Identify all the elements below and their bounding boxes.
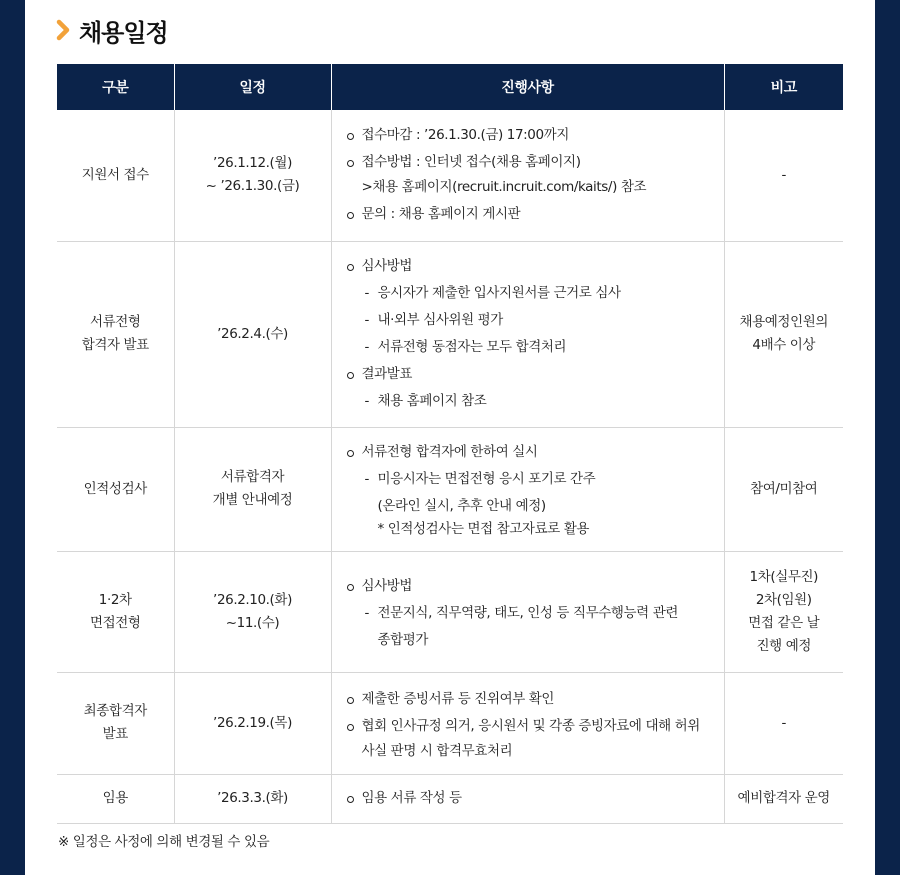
bullet-item: 문의 : 채용 홈페이지 게시판: [346, 203, 714, 226]
remark-cell: [724, 110, 843, 241]
remark-text: 채용예정인원의: [739, 314, 828, 330]
category-text: 1·2차: [98, 591, 132, 608]
schedule-text: ’26.2.10.(화): [213, 591, 292, 608]
content-panel: [25, 0, 875, 875]
table-header-row: [57, 64, 843, 110]
schedule-text: 서류합격자: [220, 469, 285, 485]
category-cell: [57, 110, 174, 241]
schedule-cell: [174, 110, 331, 241]
schedule-text: ’26.2.19.(목): [213, 714, 292, 731]
bullet-item: 심사방법: [346, 255, 714, 278]
category-cell: [57, 672, 174, 774]
remark-text: 4배수 이상: [752, 337, 816, 353]
table-row: [57, 427, 843, 551]
remark-cell: [724, 672, 843, 774]
remark-cell: [724, 427, 843, 551]
bullet-item: 심사방법: [346, 575, 714, 598]
page-title: 채용일정: [79, 18, 168, 47]
progress-cell: [331, 672, 724, 774]
section-heading: [55, 12, 168, 48]
table-row: [57, 110, 843, 241]
schedule-cell: [174, 774, 331, 823]
schedule-text: ~11.(수): [225, 614, 280, 631]
bullet-item: 협회 인사규정 의거, 응시원서 및 각종 증빙자료에 대해 허위: [346, 715, 714, 738]
schedule-cell: [174, 427, 331, 551]
remark-text: 예비합격자 운영: [737, 790, 830, 806]
table-row: [57, 774, 843, 823]
progress-cell: [331, 774, 724, 823]
table-row: [57, 551, 843, 672]
remark-text: 진행 예정: [756, 637, 811, 654]
bullet-item: 접수방법 : 인터넷 접수(채용 홈페이지): [346, 151, 714, 174]
schedule-cell: [174, 551, 331, 672]
remark-cell: [724, 241, 843, 427]
header-category: 구분: [57, 64, 174, 110]
dash-continuation: (온라인 실시, 추후 안내 예정): [377, 498, 546, 514]
bullet-item: 제출한 증빙서류 등 진위여부 확인: [346, 688, 714, 711]
category-text: 임용: [102, 790, 128, 806]
table-row: [57, 241, 843, 427]
schedule-table: [57, 64, 843, 824]
progress-cell: [331, 551, 724, 672]
remark-cell: [724, 774, 843, 823]
bullet-item: 접수마감 : ’26.1.30.(금) 17:00까지: [346, 124, 714, 147]
dash-item: - 내·외부 심사위원 평가: [346, 309, 714, 332]
dash-continuation: 종합평가: [377, 632, 429, 648]
bullet-item: 결과발표: [346, 363, 714, 386]
category-cell: [57, 241, 174, 427]
header-schedule: 일정: [174, 64, 331, 110]
remark-text: -: [781, 714, 786, 731]
header-progress: 진행사항: [331, 64, 724, 110]
schedule-text: 개별 안내예정: [212, 492, 293, 508]
dash-item: - 전문지식, 직무역량, 태도, 인성 등 직무수행능력 관련: [346, 602, 714, 625]
dash-item: - 응시자가 제출한 입사지원서를 근거로 심사: [346, 282, 714, 305]
bullet-continuation: >채용 홈페이지(recruit.incruit.com/kaits/) 참조: [361, 179, 647, 196]
progress-cell: [331, 110, 724, 241]
dash-item: - 미응시자는 면접전형 응시 포기로 간주: [346, 468, 714, 491]
schedule-cell: [174, 672, 331, 774]
progress-cell: [331, 427, 724, 551]
table-row: [57, 672, 843, 774]
footnote: ※ 일정은 사정에 의해 변경될 수 있음: [58, 834, 270, 850]
category-cell: [57, 551, 174, 672]
schedule-cell: [174, 241, 331, 427]
category-cell: [57, 774, 174, 823]
remark-cell: [724, 551, 843, 672]
remark-text: 2차(임원): [755, 591, 812, 608]
dash-item: - 서류전형 동점자는 모두 합격처리: [346, 336, 714, 359]
schedule-text: ’26.2.4.(수): [217, 325, 288, 342]
category-text: 면접전형: [89, 614, 141, 631]
remark-text: 1차(실무진): [749, 568, 818, 585]
bullet-item: 임용 서류 작성 등: [346, 787, 714, 810]
schedule-text: ’26.1.12.(월): [213, 155, 292, 172]
remark-text: 참여/미참여: [750, 480, 818, 497]
header-remark: 비고: [724, 64, 843, 110]
schedule-text: ~ ’26.1.30.(금): [205, 178, 300, 195]
remark-text: 면접 같은 날: [748, 614, 820, 631]
category-cell: [57, 427, 174, 551]
category-text: 인적성검사: [83, 480, 147, 497]
dash-continuation: * 인적성검사는 면접 참고자료로 활용: [377, 521, 590, 537]
category-text: 서류전형: [89, 314, 141, 330]
chevron-right-icon: [55, 18, 73, 42]
remark-text: -: [781, 166, 786, 183]
bullet-continuation: 사실 판명 시 합격무효처리: [361, 742, 513, 759]
category-text: 합격자 발표: [81, 337, 149, 353]
category-text: 발표: [102, 726, 128, 742]
bullet-item: 서류전형 합격자에 한하여 실시: [346, 441, 714, 464]
dash-item: - 채용 홈페이지 참조: [346, 390, 714, 413]
schedule-text: ’26.3.3.(화): [217, 790, 288, 806]
category-text: 최종합격자: [83, 703, 147, 719]
progress-cell: [331, 241, 724, 427]
category-text: 지원서 접수: [81, 166, 149, 183]
